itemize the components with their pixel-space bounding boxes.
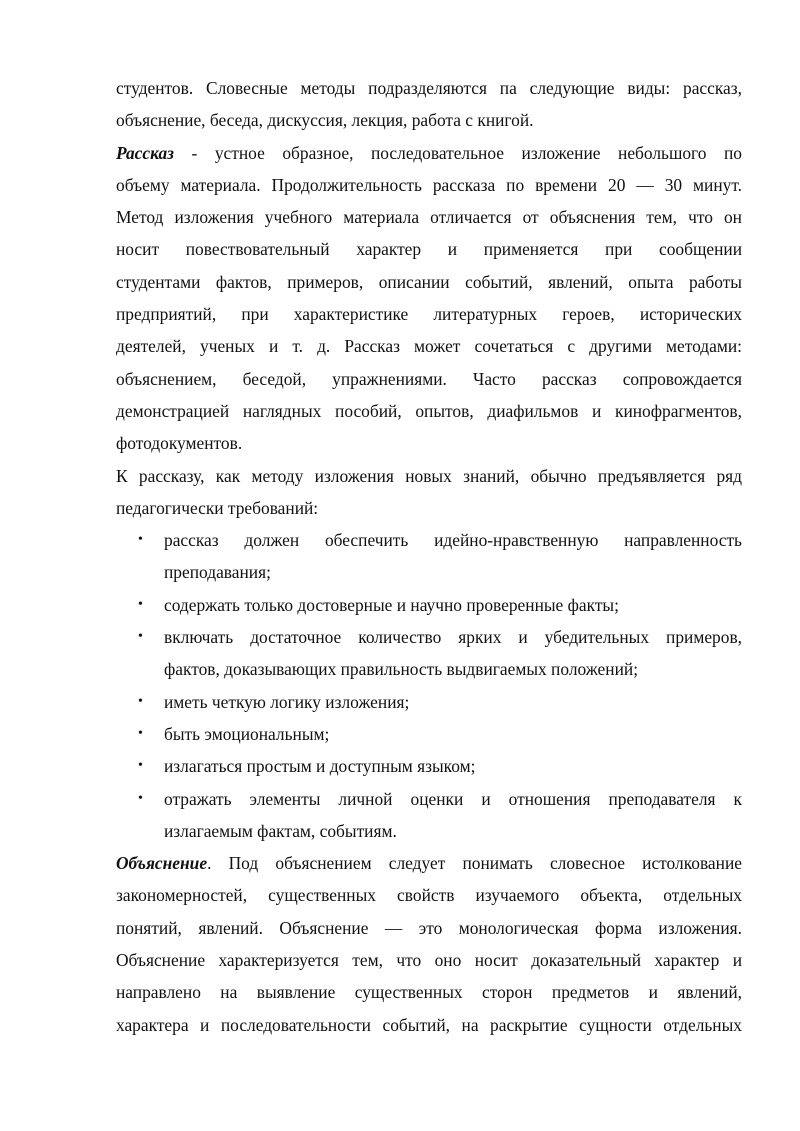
list-item-continuation: фактов, доказывающих правильность выдвигаемых положений; — [164, 659, 639, 680]
text-line: характера и последовательности событий, на раскрытие сущности отдельных — [116, 1014, 742, 1035]
text-line: Метод изложения учебного материала отличается от объяснения тем, что он — [116, 207, 742, 228]
list-item-continuation: преподавания; — [164, 562, 271, 583]
text-line: объему материала. Продолжительность рассказа по времени 20 — 30 минут. — [116, 174, 742, 195]
bullet-icon: • — [138, 532, 143, 548]
bullet-icon: • — [138, 758, 143, 774]
bullet-icon: • — [138, 693, 143, 709]
text-line: понятий, явлений. Объяснение — это монологическая форма изложения. — [116, 917, 742, 938]
list-item-text: быть эмоциональным; — [164, 723, 330, 744]
bullet-icon: • — [138, 596, 143, 612]
text-line — [116, 137, 742, 169]
list-item-continuation: излагаемым фактам, событиям. — [164, 820, 397, 841]
term-story: Рассказ — [116, 142, 174, 163]
text-line: объяснением, беседой, упражнениями. Часто рассказ сопровождается — [116, 368, 742, 389]
term-explanation: Объяснение — [116, 853, 208, 874]
document-page — [116, 72, 742, 1041]
list-item — [116, 621, 742, 653]
list-item-text: включать достаточное количество ярких и убедительных примеров, — [164, 627, 742, 648]
list-item-text: рассказ должен обеспечить идейно-нравственную направленность — [164, 530, 742, 551]
list-item — [116, 750, 742, 782]
list-item — [116, 783, 742, 815]
text-line: педагогически требований: — [116, 497, 319, 518]
text-line: направлено на выявление существенных сторон предметов и явлений, — [116, 982, 742, 1003]
list-item — [116, 686, 742, 718]
list-item-text: отражать элементы личной оценки и отношения преподавателя к — [164, 788, 742, 809]
text-line: деятелей, ученых и т. д. Рассказ может сочетаться с другими методами: — [116, 336, 742, 357]
list-item — [116, 718, 742, 750]
text-line: предприятий, при характеристике литературных героев, исторических — [116, 304, 742, 325]
text-line: студентов. Словесные методы подразделяются па следующие виды: рассказ, — [116, 78, 742, 98]
text-line — [116, 847, 742, 879]
text-line: закономерностей, существенных свойств изучаемого объекта, отдельных — [116, 885, 742, 906]
bullet-icon: • — [138, 725, 143, 741]
bullet-icon: • — [138, 790, 143, 806]
text-line: К рассказу, как методу изложения новых знаний, обычно предъявляется ряд — [116, 465, 742, 486]
bullet-icon: • — [138, 629, 143, 645]
list-item-text: содержать только достоверные и научно проверенные факты; — [164, 594, 619, 615]
list-item — [116, 589, 742, 621]
text-line: студентами фактов, примеров, описании событий, явлений, опыта работы — [116, 271, 742, 292]
list-item-text: иметь четкую логику изложения; — [164, 691, 410, 712]
text-span: - устное образное, последовательное изложение небольшого по — [173, 142, 742, 163]
list-item — [116, 524, 742, 556]
list-item-text: излагаться простым и доступным языком; — [164, 756, 476, 777]
text-line: объяснение, беседа, дискуссия, лекция, работа с книгой. — [116, 110, 534, 131]
text-line: фотодокументов. — [116, 433, 243, 454]
text-line: демонстрацией наглядных пособий, опытов, диафильмов и кинофрагментов, — [116, 400, 742, 421]
text-span: . Под объяснением следует понимать словесное истолкование — [207, 853, 742, 874]
text-line: Объяснение характеризуется тем, что оно носит доказательный характер и — [116, 950, 742, 971]
text-line: носит повествовательный характер и применяется при сообщении — [116, 239, 742, 260]
